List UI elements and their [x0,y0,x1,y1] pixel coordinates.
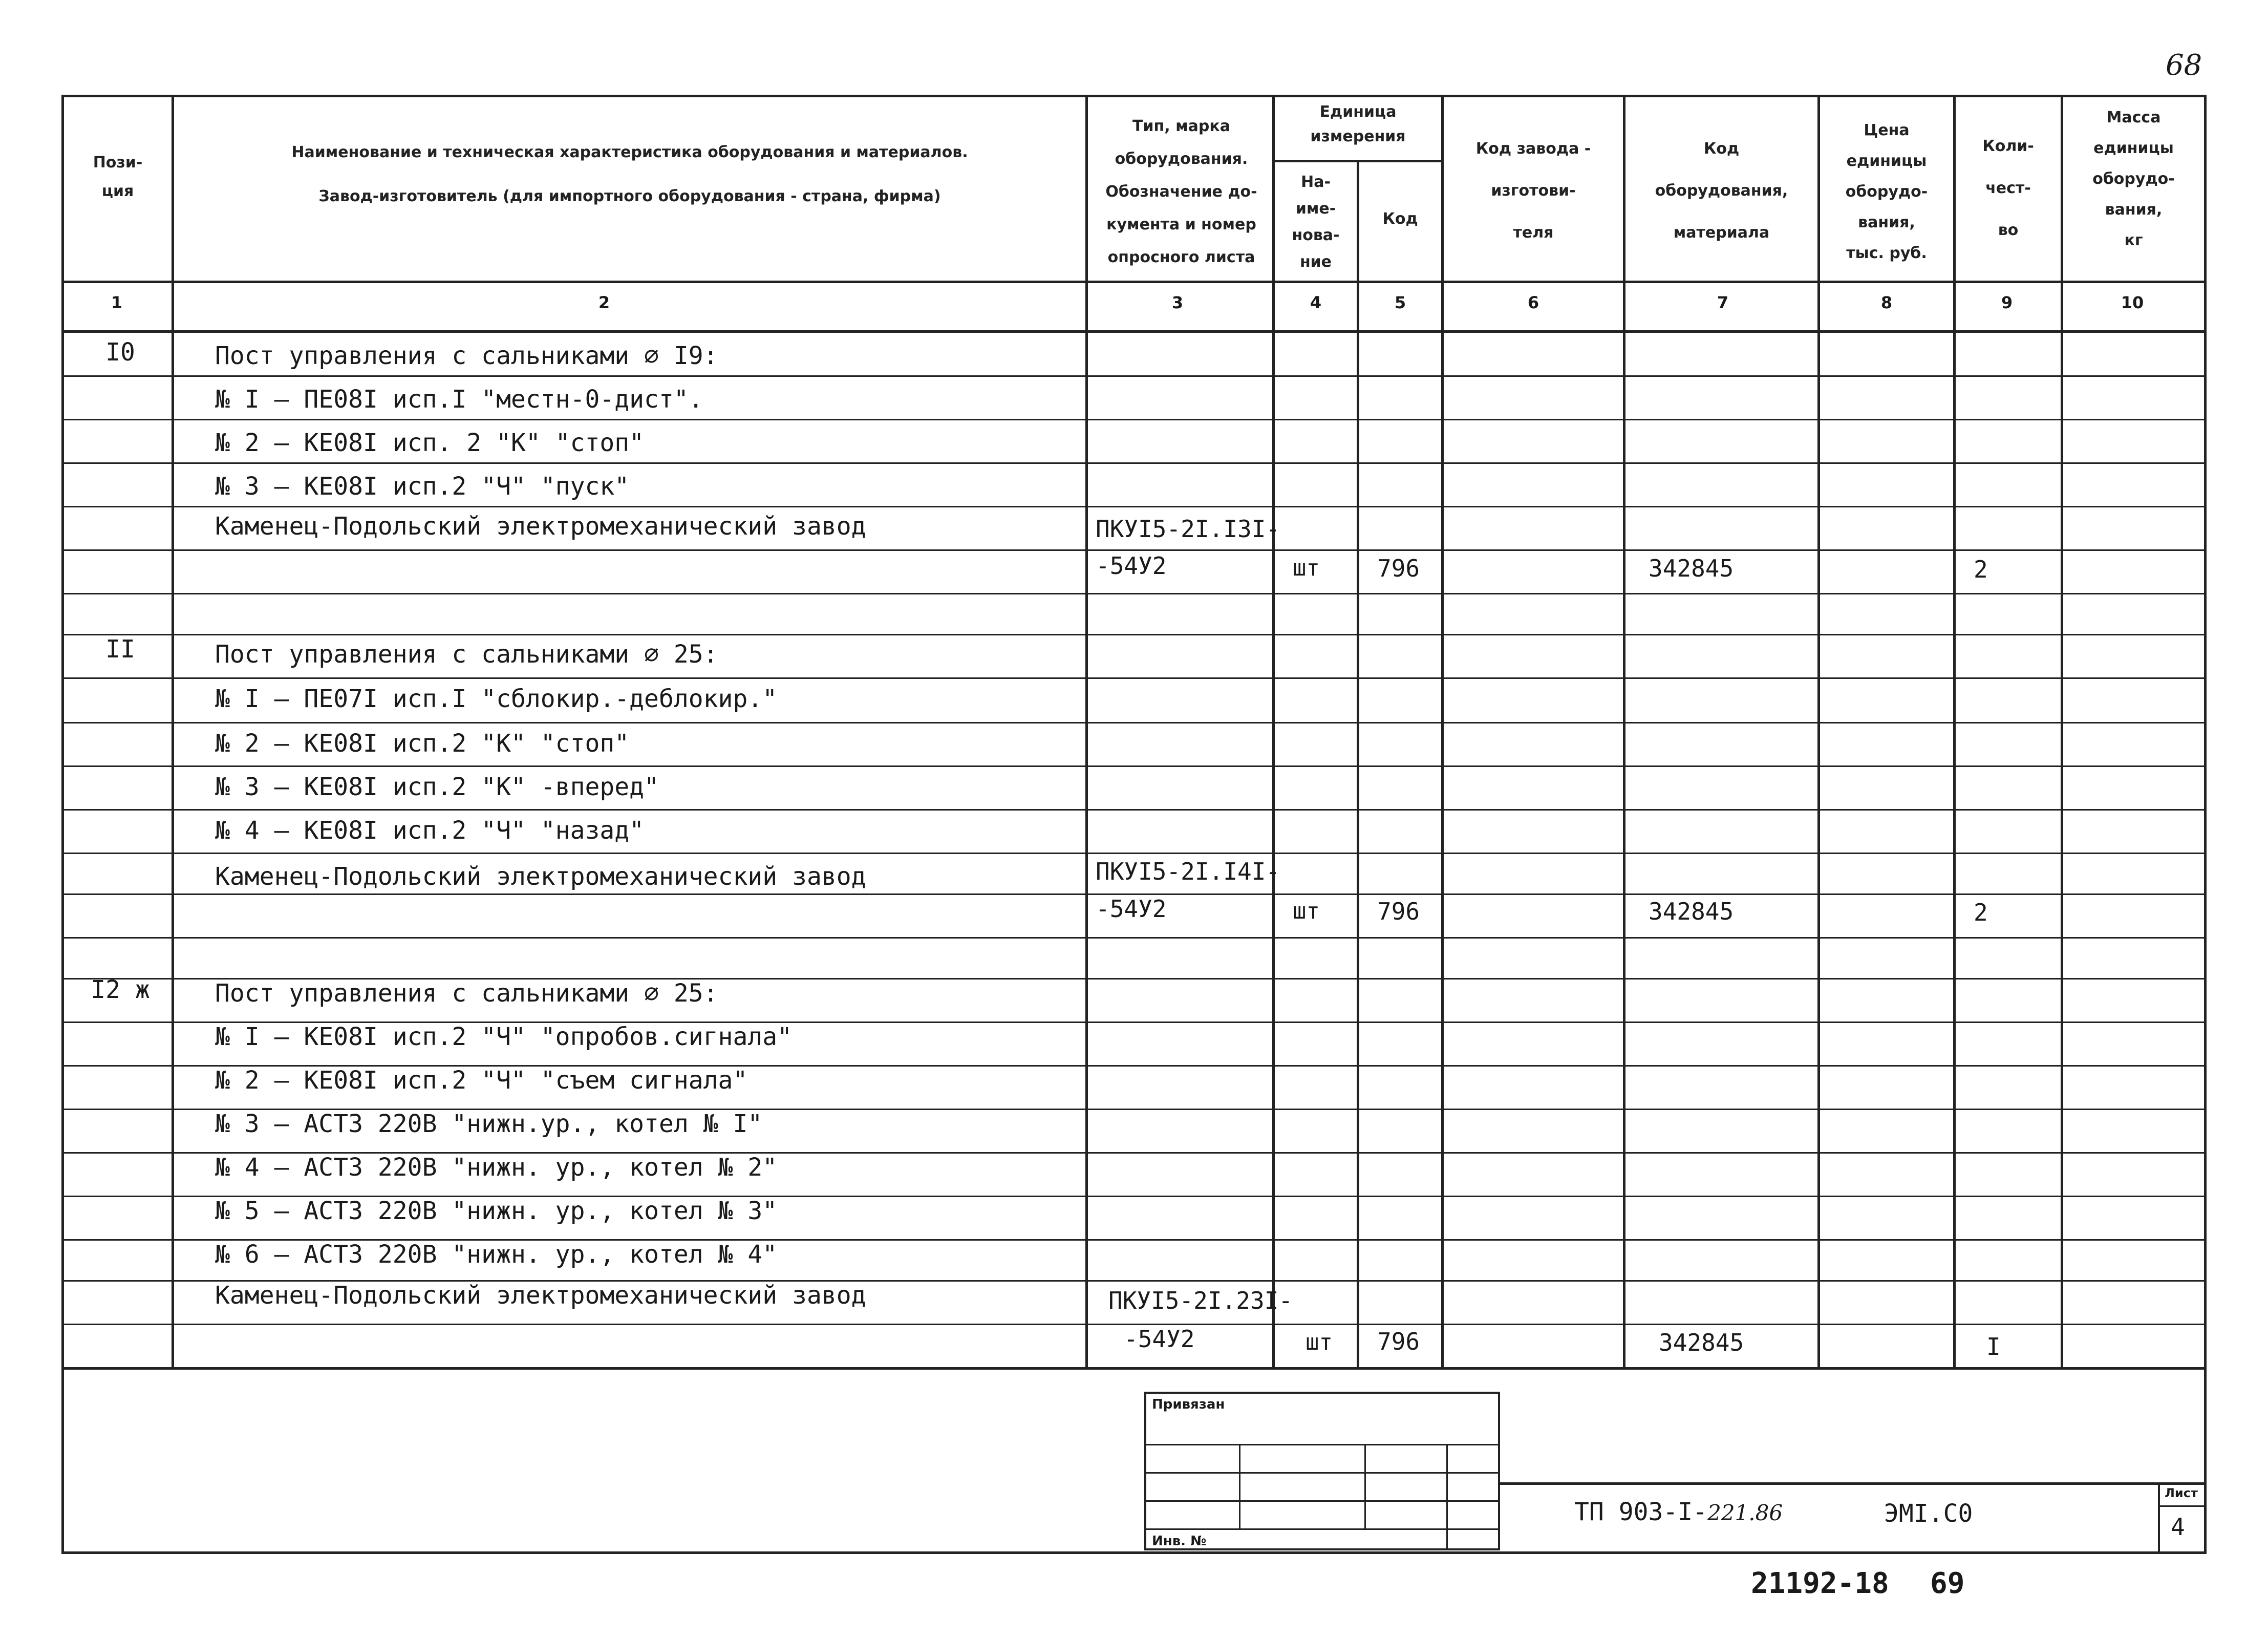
header-col6-line: Код завода - [1475,140,1591,158]
sheet-code: ЭМI.С0 [1884,1499,1973,1528]
table-bottom-border [61,1551,2207,1554]
header-col10-line: Масса [2106,109,2161,126]
type-mark: ПКУI5-2I.I4I- [1096,858,1280,885]
row-line [61,937,2207,939]
col-divider-8 [1953,95,1956,1367]
header-col8-line: единицы [1846,152,1927,170]
column-number: 7 [1717,293,1729,312]
row-line [61,593,2207,594]
header-col3-line: опросного листа [1107,248,1255,266]
position-number: I2 ж [91,975,150,1004]
item-name: № I – ПЕ08I исп.I "местн-0-дист". [215,385,703,414]
header-col4-line: име- [1295,200,1336,218]
stamp-vline [1446,1444,1448,1550]
header-col2 [174,138,1085,211]
item-name: Каменец-Подольский электромеханический завод [215,1281,866,1310]
header-col8 [1820,115,1953,269]
header-col1-line: Пози- [93,154,143,172]
position-number: II [105,635,135,664]
column-number: 2 [598,293,610,312]
type-mark: ПКУI5-2I.I3I- [1096,515,1280,543]
row-line [61,634,2207,635]
item-name: № 2 – КЕ08I исп.2 "К" "стоп" [215,729,630,758]
item-name: № 4 – АСТ3 220В "нижн. ур., котел № 2" [215,1153,778,1182]
column-number: 6 [1527,293,1539,312]
privyazan-label: Привязан [1152,1397,1225,1412]
item-name: № 6 – АСТ3 220В "нижн. ур., котел № 4" [215,1240,778,1269]
table-right-border [2204,95,2207,1551]
column-number: 4 [1310,293,1322,312]
unit-code: 796 [1377,555,1420,582]
table-body-bottom-border [61,1367,2207,1370]
quantity: I [1986,1333,2001,1360]
column-number: 10 [2121,293,2144,312]
header-col2-line2: Завод-изготовитель (для импортного оборудования - страна, фирма) [318,187,941,205]
header-col2-line1: Наименование и техническая характеристика оборудования и материалов. [291,143,968,161]
colnum-bottom-border [61,330,2207,333]
item-name: № 3 – АСТ3 220В "нижн.ур., котел № I" [215,1110,763,1138]
document-code-text: ТП 903-I- [1574,1498,1708,1526]
header-col4-line: нова- [1292,226,1340,244]
row-line [61,765,2207,767]
header-col3-line: оборудования. [1115,150,1248,168]
table-top-border [61,95,2207,97]
column-number: 1 [111,293,123,312]
table-left-border [61,95,64,1551]
sheet-number: 4 [2171,1513,2185,1541]
item-name: № 5 – АСТ3 220В "нижн. ур., котел № 3" [215,1197,778,1225]
column-number: 3 [1171,293,1184,312]
title-block-line [1500,1482,2204,1485]
item-name: № 2 – КЕ08I исп. 2 "К" "стоп" [215,429,645,457]
header-col6 [1444,128,1623,254]
header-col1 [64,148,172,206]
stamp-vline [1364,1444,1366,1528]
header-col3-line: Обозначение до- [1105,183,1257,201]
header-col7-line: оборудования, [1655,182,1788,200]
row-line [61,677,2207,679]
header-col8-line: тыс. руб. [1846,244,1927,262]
row-line [61,853,2207,854]
row-line [61,375,2207,377]
row-line [61,809,2207,811]
sheet-box-line [2158,1505,2204,1507]
header-col7 [1625,128,1817,254]
col-divider-6 [1623,95,1625,1367]
quantity: 2 [1974,556,1988,583]
header-col3 [1090,110,1272,274]
equipment-code: 342845 [1649,898,1734,925]
item-name: № 2 – КЕ08I исп.2 "Ч" "съем сигнала" [215,1066,748,1095]
type-mark: -54У2 [1096,895,1167,923]
header-col9 [1956,125,2061,251]
header-col10-line: вания, [2105,201,2163,219]
header-col8-line: оборудо- [1845,183,1928,201]
header-col6-line: изготови- [1491,182,1576,200]
header-unit-group [1275,100,1441,149]
item-name: № 3 – КЕ08I исп.2 "Ч" "пуск" [215,472,630,501]
item-name: № 4 – КЕ08I исп.2 "Ч" "назад" [215,816,645,845]
header-col8-line: Цена [1864,121,1910,139]
header-col10-line: кг [2124,231,2143,249]
equipment-code: 342845 [1649,555,1734,582]
inv-number-label: Инв. № [1152,1534,1207,1549]
stamp-vline [1239,1444,1240,1528]
row-line [61,419,2207,420]
header-col5: Код [1382,210,1418,228]
header-col7-line: материала [1673,224,1770,242]
equipment-code: 342845 [1659,1329,1744,1356]
type-mark: ПКУI5-2I.23I- [1108,1287,1293,1314]
header-col6-line: теля [1513,224,1554,242]
item-name: Пост управления с сальниками ∅ 25: [215,640,718,669]
type-mark: -54У2 [1096,552,1167,580]
column-number: 9 [2001,293,2013,312]
item-name: № I – КЕ08I исп.2 "Ч" "опробов.сигнала" [215,1023,793,1051]
item-name: Пост управления с сальниками ∅ 25: [215,979,718,1008]
col-divider-2 [1085,95,1088,1367]
document-code [1574,1498,1783,1526]
header-col9-line: Коли- [1982,137,2034,155]
header-col3-line: кумента и номер [1106,216,1256,233]
header-unit-group-line: измерения [1310,127,1406,145]
item-name: Каменец-Подольский электромеханический завод [215,862,866,891]
archive-number: 21192-18 [1751,1567,1889,1600]
unit-name: шт [1293,898,1320,924]
unit-name: шт [1293,555,1320,581]
row-line [61,462,2207,464]
column-number: 8 [1880,293,1893,312]
unit-code: 796 [1377,1328,1420,1355]
item-name: № 3 – КЕ08I исп.2 "К" -вперед" [215,773,659,801]
col-divider-9 [2061,95,2063,1367]
header-unit-group-line: Единица [1319,103,1397,121]
unit-code: 796 [1377,898,1420,925]
header-col7-line: Код [1703,140,1740,158]
row-line [61,722,2207,723]
header-col10-line: единицы [2093,139,2174,157]
header-col9-line: во [1998,221,2019,239]
document-code-handwritten: 221.86 [1707,1500,1783,1525]
header-col10-line: оборудо- [2092,170,2175,188]
header-col9-line: чест- [1985,179,2031,197]
header-col4-line: На- [1301,173,1331,191]
item-name: № I – ПЕ07I исп.I "сблокир.-деблокир." [215,685,778,713]
type-mark: -54У2 [1124,1325,1195,1353]
header-col10 [2063,102,2204,256]
header-col1-line: ция [101,182,134,200]
page-number-top: 68 [2166,49,2202,82]
item-name: Каменец-Подольский электромеханический завод [215,512,866,541]
col-divider-1 [172,95,174,1367]
header-col3-line: Тип, марка [1132,117,1230,135]
unit-name: шт [1306,1329,1333,1355]
header-bottom-border [61,281,2207,283]
position-number: I0 [105,338,135,367]
archive-page: 69 [1930,1567,1965,1600]
sheet-label: Лист [2165,1486,2198,1500]
col-divider-4 [1357,160,1359,1367]
col-divider-3 [1272,95,1275,1367]
col-divider-5 [1441,95,1444,1367]
col-divider-7 [1817,95,1820,1367]
header-col8-line: вания, [1858,214,1915,231]
header-col4 [1275,169,1357,275]
item-name: Пост управления с сальниками ∅ I9: [215,342,718,370]
column-number: 5 [1394,293,1406,312]
quantity: 2 [1974,899,1988,926]
header-col4-line: ние [1299,253,1332,271]
row-line [61,506,2207,507]
